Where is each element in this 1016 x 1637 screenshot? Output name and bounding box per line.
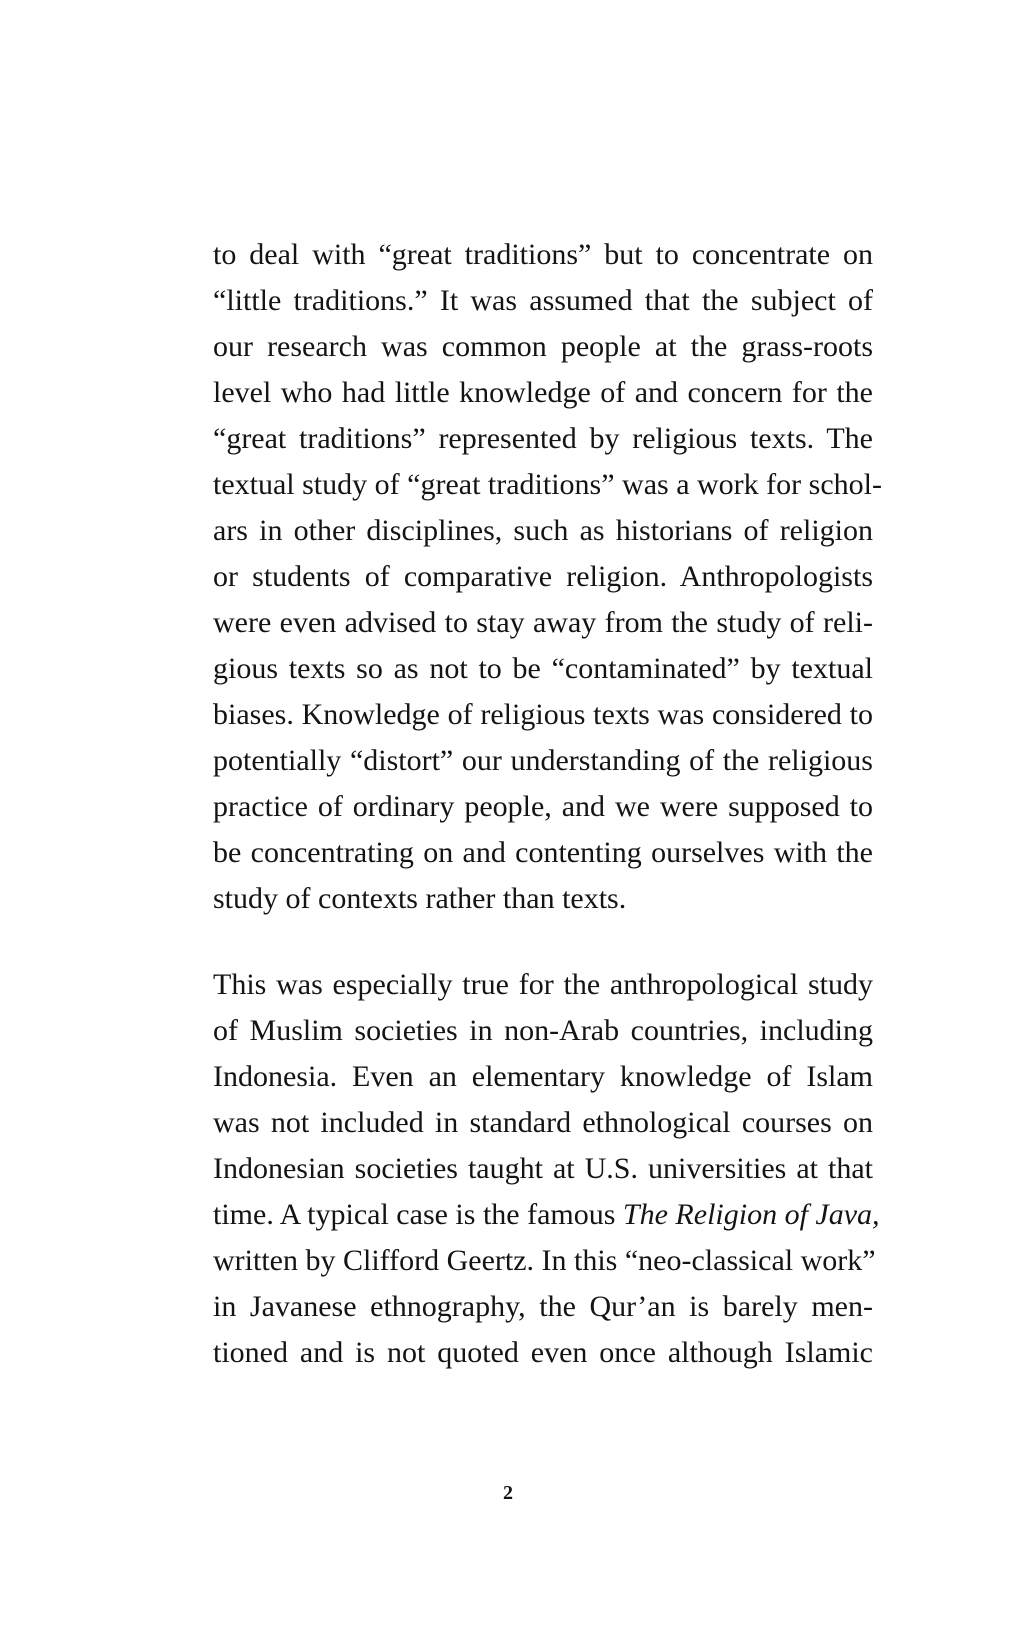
text-line: tioned and is not quoted even once although Islamic [213, 1336, 873, 1369]
text-line: of Muslim societies in non-Arab countries, including [213, 1014, 873, 1047]
text-line: level who had little knowledge of and concern for the [213, 376, 873, 409]
text-line: were even advised to stay away from the study of reli- [213, 606, 873, 639]
text-line: our research was common people at the grass-roots [213, 330, 873, 363]
text-line-with-title [213, 1192, 880, 1238]
text-line: gious texts so as not to be “contaminated” by textual [213, 652, 873, 685]
text-line: ars in other disciplines, such as historians of religion [213, 514, 873, 547]
paragraph-1 [213, 232, 882, 922]
text-line: study of contexts rather than texts. [213, 882, 627, 915]
text-fragment: time. A typical case is the famous [213, 1198, 616, 1231]
text-line: This was especially true for the anthropological study [213, 968, 873, 1001]
text-line: be concentrating on and contenting ourselves with the [213, 836, 873, 869]
text-line: potentially “distort” our understanding of the religious [213, 744, 873, 777]
text-line: to deal with “great traditions” but to concentrate on [213, 238, 873, 271]
text-line: was not included in standard ethnological courses on [213, 1106, 873, 1139]
text-line: Indonesian societies taught at U.S. universities at that [213, 1152, 873, 1185]
text-line: in Javanese ethnography, the Qur’an is barely men- [213, 1290, 873, 1323]
text-line: “great traditions” represented by religious texts. The [213, 422, 873, 455]
text-line: practice of ordinary people, and we were supposed to [213, 790, 873, 823]
text-line: Indonesia. Even an elementary knowledge of Islam [213, 1060, 873, 1093]
text-line: “little traditions.” It was assumed that the subject of [213, 284, 873, 317]
text-line: written by Clifford Geertz. In this “neo-classical work” [213, 1244, 876, 1277]
page-number: 2 [503, 1482, 513, 1504]
text-line: textual study of “great traditions” was a work for schol- [213, 468, 882, 501]
book-title: The Religion of Java, [622, 1198, 880, 1231]
text-line: or students of comparative religion. Anthropologists [213, 560, 873, 593]
text-line: biases. Knowledge of religious texts was considered to [213, 698, 873, 731]
paragraph-2 [213, 962, 880, 1376]
